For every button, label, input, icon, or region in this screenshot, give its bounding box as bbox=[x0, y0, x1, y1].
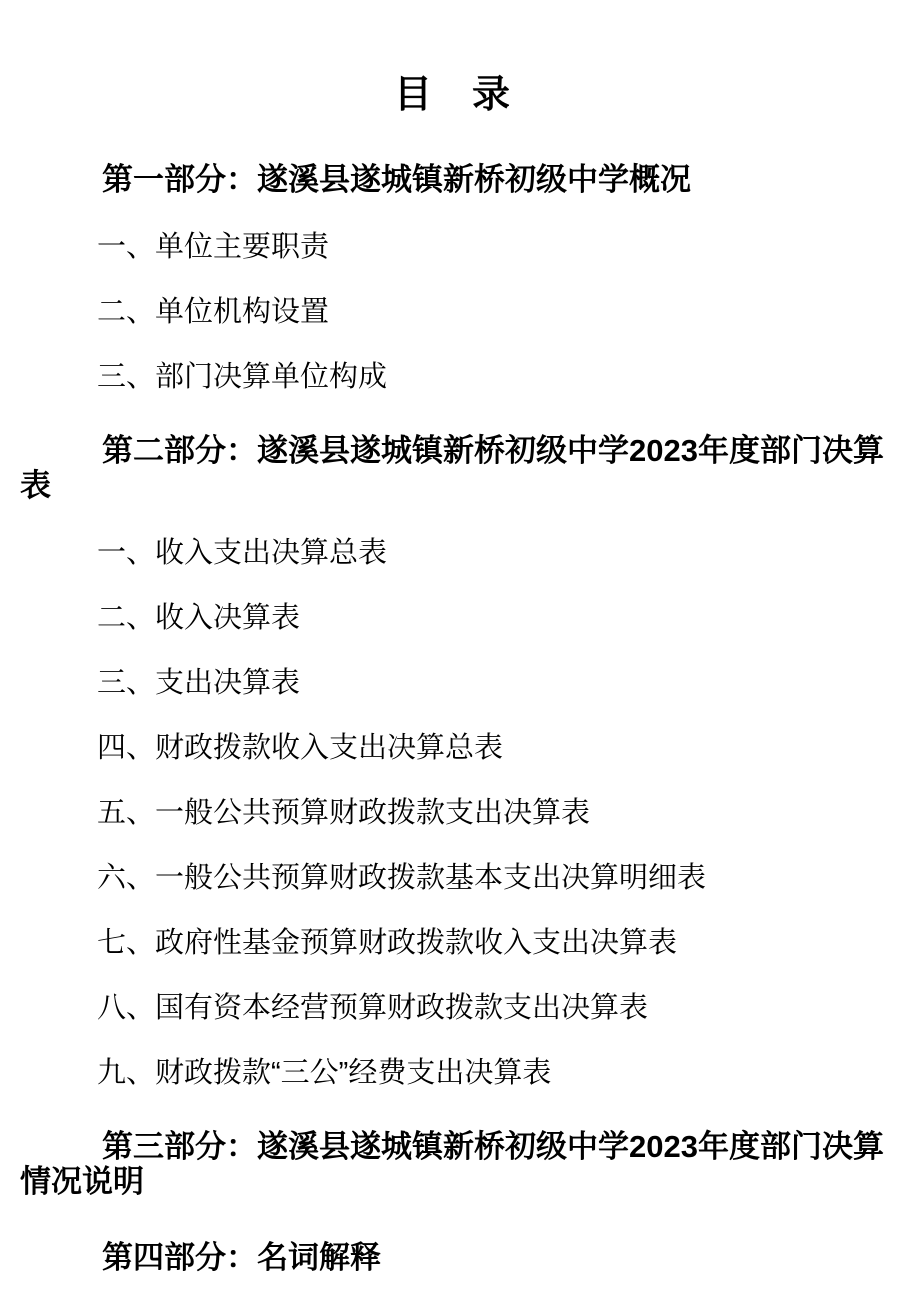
toc-item: 一、单位主要职责 bbox=[97, 231, 330, 263]
toc-section-overview bbox=[20, 162, 885, 392]
toc-item: 二、单位机构设置 bbox=[97, 296, 330, 328]
page-title: 目 录 bbox=[393, 74, 511, 116]
section-heading-part4: 第四部分：名词解释 bbox=[102, 1240, 381, 1275]
toc-item: 二、收入决算表 bbox=[97, 602, 301, 634]
toc-section-explanations bbox=[20, 1129, 885, 1199]
toc-item: 六、一般公共预算财政拨款基本支出决算明细表 bbox=[97, 862, 707, 894]
section-heading-part2: 第二部分：遂溪县遂城镇新桥初级中学2023年度部门决算表 bbox=[20, 433, 884, 503]
toc-item: 七、政府性基金预算财政拨款收入支出决算表 bbox=[97, 927, 678, 959]
section-heading-part3: 第三部分：遂溪县遂城镇新桥初级中学2023年度部门决算情况说明 bbox=[20, 1129, 884, 1199]
toc-item: 三、部门决算单位构成 bbox=[97, 361, 388, 393]
toc-item: 五、一般公共预算财政拨款支出决算表 bbox=[97, 797, 591, 829]
toc-item: 三、支出决算表 bbox=[97, 667, 301, 699]
toc-item: 八、国有资本经营预算财政拨款支出决算表 bbox=[97, 992, 649, 1024]
toc-section-glossary bbox=[20, 1240, 885, 1275]
toc-section-statements bbox=[20, 433, 885, 1088]
toc-item: 四、财政拨款收入支出决算总表 bbox=[97, 732, 504, 764]
section-heading-part1: 第一部分：遂溪县遂城镇新桥初级中学概况 bbox=[102, 162, 691, 197]
toc-item: 一、收入支出决算总表 bbox=[97, 537, 388, 569]
toc-item: 九、财政拨款“三公”经费支出决算表 bbox=[97, 1057, 552, 1089]
